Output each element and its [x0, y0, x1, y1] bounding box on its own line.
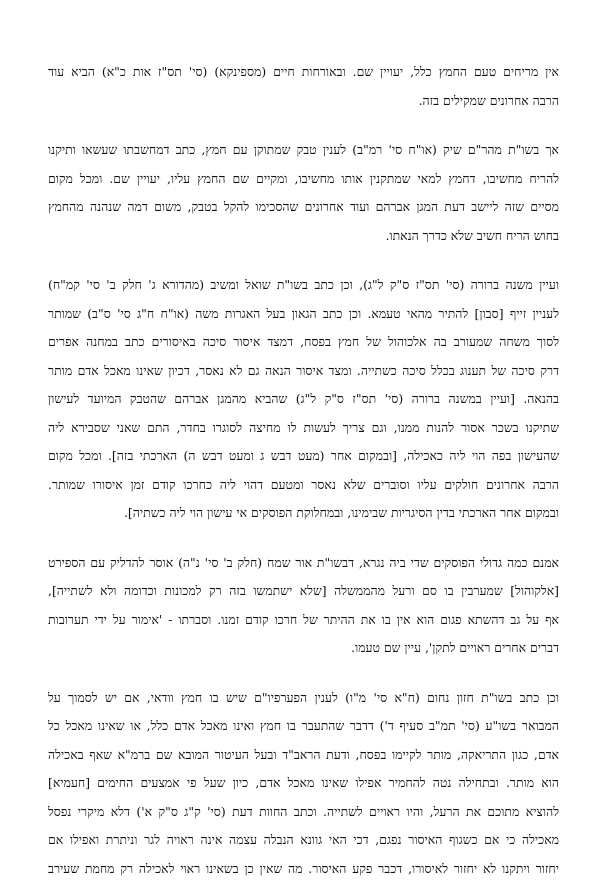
text-line: להריח מחשיבו, דחמץ למאי שמתקנין אותו מחשיבו, ומקיים שם החמץ עליו, יעויין שם. ומכל מקום — [48, 165, 559, 194]
text-line: אך בשו"ת מהר"ם שיק (או"ח סי' רמ"ב) לענין טבק שמתוקן עם חמץ, כתב דמחשבתו שעשאו ותיקנו — [48, 136, 559, 165]
paragraph-3 — [48, 271, 559, 528]
paragraph-5 — [48, 684, 559, 883]
text-line: וכן כתב בשו"ת חזון נחום (ח"א סי' מ"ו) לענין הפערפיו"ם שיש בו חמץ וודאי, אם יש לסמוך על — [48, 684, 559, 713]
text-line: [אלקוהול] שמערבין בו סם ורעל מהממשלה [שלא ישתמשו בזה רק למכונות וכדומה ולא לשתייה], — [48, 577, 559, 606]
text-line: לעניין זייף [סבון] להתיר מהאי טעמא. וכן כתב הגאון בעל האגרות משה (או"ח ח"ג סי' ס"ב) שמותר — [48, 300, 559, 329]
text-line: בהנאה. [ועיין במשנה ברורה (סי' תס"ז ס"ק ל"ג) שהביא מהמגן אברהם שהטבק המיועד לעישון — [48, 385, 559, 414]
text-line: אדם, כגון התריאקה, מותר לקיימו בפסח, ודעת הראב"ד ובעל העיטור המובא שם ברמ"א שאף באכילה — [48, 741, 559, 770]
text-line: דברים אחרים ראויים לתקן', עיין שם טעמו. — [48, 634, 559, 663]
text-line: מסיים שזה ליישב דעת המגן אברהם ועוד אחרונים שהסכימו להקל בטבק, משום דמה שנהנה מהחמץ — [48, 193, 559, 222]
text-line: המבואר בשו"ע (סי' תמ"ב סעיף ד') דדבר שהתעבר בו חמץ ואינו מאכל אדם כלל, או שאינו מאכל כל — [48, 712, 559, 741]
text-line: שהעישון בפה הוי ליה כאכילה, [ובמקום אחר (מעט דבש ג ומעט דבש ה) הארכתי בזה]. ומכל מקום — [48, 442, 559, 471]
text-line: הוא מותר. ובתחילה נטה להחמיר אפילו שאינו מאכל אדם, כיון שעל פי אמצעים החימים [חעמיא] — [48, 769, 559, 798]
text-line: ובמקום אחר הארכתי בדין הסיגריות שבימינו, ובמחלוקת הפוסקים אי עישון הוי ליה כשתיה]. — [48, 499, 559, 528]
text-line: מאכילה כי אם כשגוף האיסור נפגם, דכי האי גוונא הנבלה עצמה אינה ראויה לגר וניתרת ואפילו אם — [48, 826, 559, 855]
text-line: להוציא מתוכם את הרעל, והיו ראויים לשתייה. וכתב החוות דעת (סי' ק"ג ס"ק א') דלא מיקרי נפסל — [48, 798, 559, 827]
text-line: בחוש הריח חשיב שלא כדרך הנאתו. — [48, 222, 559, 251]
text-line: יחזור ויתקנו לא יחזור לאיסורו, דכבר פקע האיסור. מה שאין כן בשאינו ראוי לאכילה רק מחמת שעירב — [48, 855, 559, 883]
text-line: דרק סיכה של תענוג בכלל סיכה כשתייה. ומצד איסור הנאה גם לא נאסר, דכיון שאינו מאכל אדם מותר — [48, 357, 559, 386]
text-line: הרבה אחרונים חולקים עליו וסוברים שלא נאסר ומטעם דהוי ליה כחרכו קודם זמן איסורו שמותר. — [48, 471, 559, 500]
text-line: ועיין משנה ברורה (סי' תס"ז ס"ק ל"ג), וכן כתב בשו"ת שואל ומשיב (מהדורא ג' חלק ב' סי' קמ"ח) — [48, 271, 559, 300]
text-line: לסוך משחה שמעורב בה אלכוהול של חמץ בפסח, דמצד איסור סיכה באיסורים כתב במחנה אפרים — [48, 328, 559, 357]
paragraph-1 — [48, 58, 559, 115]
paragraph-2 — [48, 136, 559, 250]
text-line: אמנם כמה גדולי הפוסקים שדי ביה נגרא, דבשו"ת אור שמח (חלק ב' סי' נ"ה) אוסר להדליק עם הספירט — [48, 549, 559, 578]
text-line: אין מריחים טעם החמץ כלל, יעויין שם. ובאורחות חיים (מספינקא) (סי' תס"ז אות כ"א) הביא עוד — [48, 58, 559, 87]
text-line: אף על גב דהשתא פגום הוא אין בו את ההיתר של חרכו קודם זמנו. וסברתו - 'אימור על ידי תערובות — [48, 606, 559, 635]
paragraph-4 — [48, 549, 559, 663]
text-line: הרבה אחרונים שמקילים בזה. — [48, 87, 559, 116]
text-line: שתיקנו בשכר אסור להנות ממנו, וגם צריך לעשות לו מחיצה לסוגרו בחדר, התם שאני שסבירא ליה — [48, 414, 559, 443]
